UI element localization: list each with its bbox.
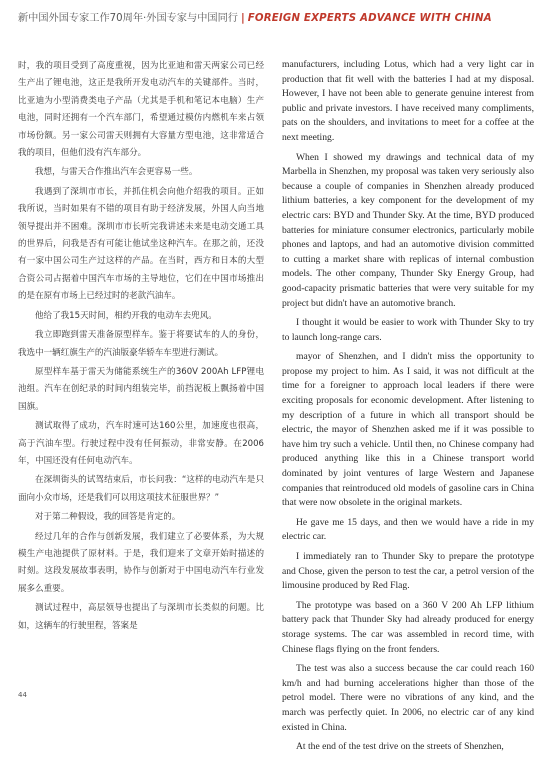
english-text-column xyxy=(282,58,534,760)
header-english-title: FOREIGN EXPERTS ADVANCE WITH CHINA xyxy=(247,13,492,24)
header-chinese-title: 新中国外国专家工作70周年·外国专家与中国同行 xyxy=(18,13,238,24)
english-paragraph: When I showed my drawings and technical data of my Marbella in Shenzhen, my proposal was taken very seriously also because a couple of companies in Shenzhen already produced lithium batteries, a key component for the development of my electric cars: BYD and Thunder Sky. At the time, BYD produced batteries for miniature consumer electronics, particularly mobile phones and laptops, and had an automotive division committed to cutting a market share with replicas of internal combustion models. The other company, Thunder Sky Energy Group, had good-capacity prismatic batteries that were very suitable for my project but didn't have an automotive branch. xyxy=(282,151,534,309)
english-paragraph: He gave me 15 days, and then we would have a ride in my electric car. xyxy=(282,516,534,543)
page-number: 44 xyxy=(18,691,27,699)
chinese-paragraph: 测试过程中，高层领导也提出了与深圳市长类似的问题。比如，这辆车的行驶里程，答案是 xyxy=(18,603,264,631)
chinese-paragraph: 测试取得了成功，汽车时速可达160公里，加速度也很高，高于汽油车型。行驶过程中没有任何振动，非常安静。在2006年，中国还没有任何电动汽车。 xyxy=(18,421,264,466)
english-paragraph: I immediately ran to Thunder Sky to prepare the prototype and Chose, given the person to test the car, a petrol version of the limousine produced by Red Flag. xyxy=(282,551,534,592)
chinese-paragraph: 在深圳街头的试驾结束后，市长问我：“这样的电动汽车是只面向小众市场，还是我们可以用这项技术征服世界？” xyxy=(18,475,264,503)
english-paragraph: At the end of the test drive on the streets of Shenzhen, xyxy=(296,741,504,753)
header-separator: | xyxy=(240,13,245,24)
english-paragraph: manufacturers, including Lotus, which had a very light car in production that fit well with the batteries I had at my disposal. However, I have not been able to generate genuine interest from public and private investors. I have received many compliments, pats on the shoulders, and invitations to meet for a coffee at the next meeting. xyxy=(282,59,534,143)
chinese-paragraph: 我遇到了深圳市市长，并抓住机会向他介绍我的项目。正如我所说，当时如果有不错的项目有助于经济发展，外国人向当地领导提出并不困难。深圳市市长听完我讲述未来是电动交通工具的世界后，问我是否有可能让他试坐这种汽车。在那之前，还没有一家中国公司生产过这样的产品。在当时，西方和日本的大型合资公司占据着中国汽车市场的主导地位，它们在中国市场推出的是在原有市场上已经过时的老款汽油车。 xyxy=(18,186,264,302)
chinese-paragraph: 我想，与雷天合作推出汽车会更容易一些。 xyxy=(35,167,198,178)
chinese-paragraph: 我立即跑到雷天准备原型样车。鉴于将要试车的人的身份，我选中一辆红旗生产的汽油版豪华轿车车型进行测试。 xyxy=(18,330,264,358)
english-paragraph: I thought it would be easier to work with Thunder Sky to try to launch long-range cars. xyxy=(282,317,534,343)
english-paragraph: The prototype was based on a 360 V 200 Ah LFP lithium battery pack that Thunder Sky had already produced for energy storage systems. The car was assembled in record time, with Chinese flags flying on the front fenders. xyxy=(282,599,534,655)
running-header xyxy=(18,8,533,30)
chinese-text-column xyxy=(18,58,264,637)
chinese-paragraph: 经过几年的合作与创新发展，我们建立了必要体系，为大规模生产电池提供了原材料。于是，我们迎来了文章开始时描述的时刻。这段发展故事表明，协作与创新对于中国电动汽车行业发展多么重要。 xyxy=(18,531,264,594)
chinese-paragraph: 他给了我15天时间，相约开我的电动车去兜风。 xyxy=(35,310,217,321)
chinese-paragraph: 时，我的项目受到了高度重视，因为比亚迪和雷天两家公司已经生产出了锂电池，这正是我所开发电动汽车的关键部件。当时，比亚迪为小型消费类电子产品（尤其是手机和笔记本电脑）生产电池，同时还拥有一个汽车部门，希望通过模仿内燃机车来占领市场份额。另一家公司雷天则拥有大容量方型电池，这非常适合我的项目，但他们没有汽车部分。 xyxy=(18,61,264,159)
english-paragraph: The test was also a success because the car could reach 160 km/h and had burning accelerations higher than those of the petrol model. There were no vibrations of any kind, and the march was perfectly quiet. In 2006, no electric car of any kind existed in China. xyxy=(282,663,534,733)
chinese-paragraph: 对于第二种假设，我的回答是肯定的。 xyxy=(35,512,181,523)
chinese-paragraph: 原型样车基于雷天为储能系统生产的360V 200Ah LFP锂电池组。汽车在创纪录的时间内组装完毕，前挡泥板上飘扬着中国国旗。 xyxy=(18,366,264,412)
english-paragraph: mayor of Shenzhen, and I didn't miss the opportunity to propose my project to him. As I said, it was not difficult at the time for a foreigner to approach local leaders if there were exciting proposals for economic development. After listening to my description of a future in which all transport should be electric, the mayor of Shenzhen asked me if it was possible to have him try such a vehicle. Until then, no Chinese company had produced anything like this in a Chinese transport world dominated by joint ventures of large Western and Japanese companies that reintroduced old models of gasoline cars in China that were now obsolete in the original markets. xyxy=(282,351,534,509)
